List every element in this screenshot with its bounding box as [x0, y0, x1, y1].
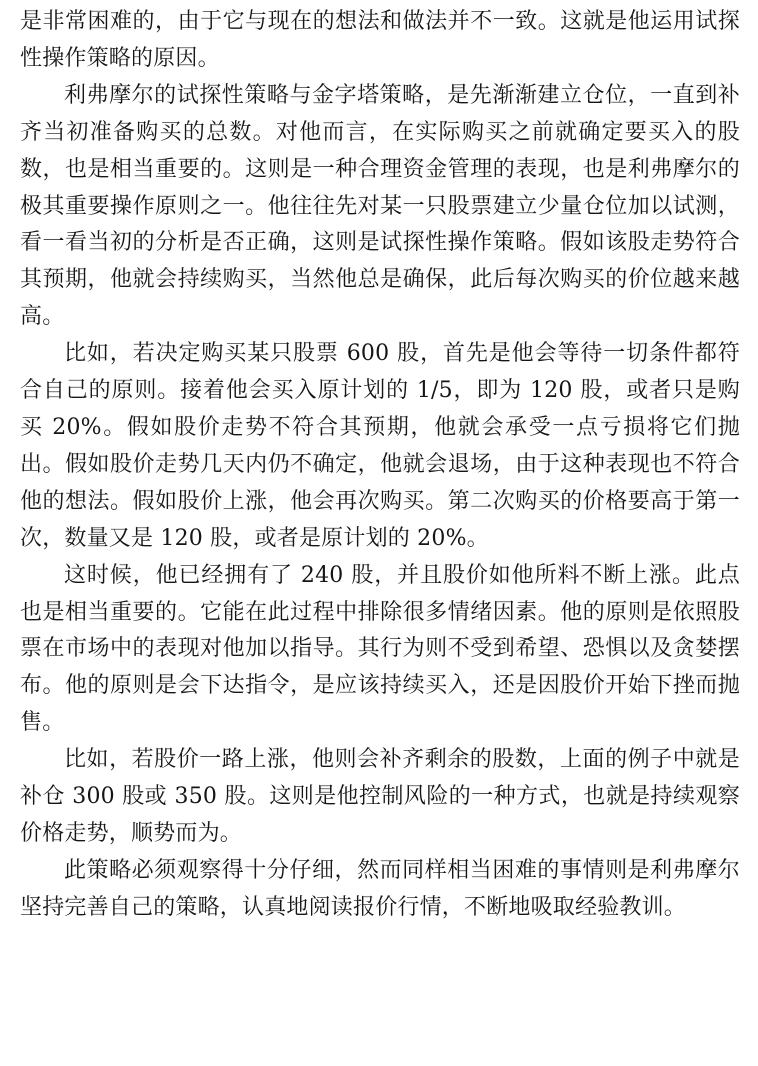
paragraph-1: 是非常困难的，由于它与现在的想法和做法并不一致。这就是他运用试探性操作策略的原因。: [20, 9, 740, 71]
paragraph-3: 比如，若决定购买某只股票 600 股，首先是他会等待一切条件都符合自己的原则。接着他会买入原计划的 1/5，即为 120 股，或者只是购买 20%。假如股价走势不符合其预期，他就会承受一点亏损将它们抛出。假如股价走势几天内仍不确定，他就会退场，由于这种表现也不符合他的想法。假如股价上涨，他会再次购买。第二次购买的价格要高于第一次，数量又是 120 股，或者是原计划的 20%。: [20, 341, 740, 551]
paragraph-2: 利弗摩尔的试探性策略与金字塔策略，是先渐渐建立仓位，一直到补齐当初准备购买的总数。对他而言，在实际购买之前就确定要买入的股数，也是相当重要的。这则是一种合理资金管理的表现，也是利弗摩尔的极其重要操作原则之一。他往往先对某一只股票建立少量仓位加以试测，看一看当初的分析是否正确，这则是试探性操作策略。假如该股走势符合其预期，他就会持续购买，当然他总是确保，此后每次购买的价位越来越高。: [20, 82, 740, 330]
paragraph-4: 这时候，他已经拥有了 240 股，并且股价如他所料不断上涨。此点也是相当重要的。它能在此过程中排除很多情绪因素。他的原则是依照股票在市场中的表现对他加以指导。其行为则不受到希望、恐惧以及贪婪摆布。他的原则是会下达指令，是应该持续买入，还是因股价开始下挫而抛售。: [20, 562, 740, 736]
paragraph-6: 此策略必须观察得十分仔细，然而同样相当困难的事情则是利弗摩尔坚持完善自己的策略，认真地阅读报价行情，不断地吸取经验教训。: [20, 857, 740, 920]
paragraph-5: 比如，若股价一路上涨，他则会补齐剩余的股数，上面的例子中就是补仓 300 股或 350 股。这则是他控制风险的一种方式，也就是持续观察价格走势，顺势而为。: [20, 747, 740, 846]
